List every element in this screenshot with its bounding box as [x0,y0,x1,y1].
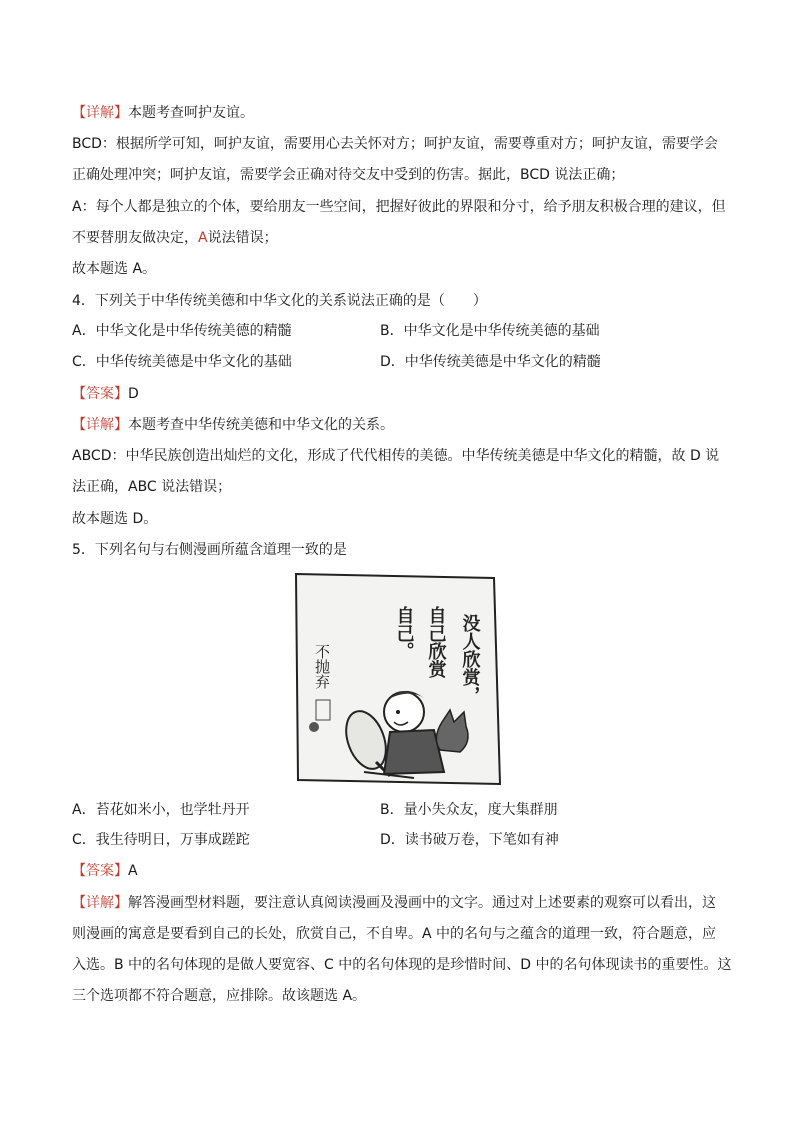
a-line2-start: 不要替朋友做决定， [72,230,198,246]
q5-answer [72,861,732,881]
detail-tag: 【详解】 [72,105,128,121]
q3-detail [72,103,732,123]
q5-option-d: D．读书破万卷，下笔如有神 [380,832,559,848]
q3-bcd-line1: BCD：根据所学可知，呵护友谊，需要用心去关怀对方；呵护友谊，需要尊重对方；呵护友谊，需要学会 [72,136,718,152]
answer-value: D [128,386,139,402]
q5-detail-line1 [72,893,732,913]
q3-conclusion: 故本题选 A。 [72,261,157,277]
detail-tag: 【详解】 [72,417,128,433]
q4-option-b: B．中华文化是中华传统美德的基础 [380,323,600,339]
detail-text: 解答漫画型材料题，要注意认真阅读漫画及漫画中的文字。通过对上述要素的观察可以看出，这 [128,895,716,911]
answer-tag: 【答案】 [72,863,128,879]
q5-detail-line4: 三个选项都不符合题意，应排除。故该题选 A。 [72,988,367,1004]
person-body [384,730,444,774]
q5-detail-line2: 则漫画的寓意是要看到自己的长处，欣赏自己，不自卑。A 中的名句与之蕴含的道理一致，符合题意，应 [72,926,717,942]
caption-col1: 没人欣赏， [459,614,481,704]
cartoon-title: 不抛弃 [313,644,331,689]
q5-question: 5．下列名句与右侧漫画所蕴含道理一致的是 [72,542,347,558]
seal-dot [309,722,319,732]
q4-option-c: C．中华传统美德是中华文化的基础 [72,354,292,370]
caption-col3: 自己。 [393,606,415,660]
detail-text: 本题考查呵护友谊。 [128,105,254,121]
q4-option-a: A．中华文化是中华传统美德的精髓 [72,323,292,339]
q3-bcd-line2: 正确处理冲突；呵护友谊，需要学会正确对待交友中受到的伤害。据此，BCD 说法正确； [72,167,625,183]
detail-text: 本题考查中华传统美德和中华文化的关系。 [128,417,394,433]
q4-detail [72,415,732,435]
a-line2-end: 说法错误； [207,230,278,246]
q4-question: 4．下列关于中华传统美德和中华文化的关系说法正确的是（ ） [72,293,487,309]
q5-detail-line3: 入选。B 中的名句体现的是做人要宽容、C 中的名句体现的是珍惜时间、D 中的名句体现读书的重要性。这 [72,957,732,973]
q4-conclusion: 故本题选 D。 [72,511,158,527]
q3-a-line1: A：每个人都是独立的个体，要给朋友一些空间，把握好彼此的界限和分寸，给予朋友积极合理的建议，但 [72,199,726,215]
q4-answer [72,384,732,404]
q5-option-b: B．量小失众友，度大集群朋 [380,802,558,818]
q4-option-d: D．中华传统美德是中华文化的精髓 [380,354,601,370]
q5-option-c: C．我生待明日，万事成蹉跎 [72,832,250,848]
cartoon-image [294,572,502,786]
q5-option-a: A．苔花如米小，也学牡丹开 [72,802,250,818]
detail-tag: 【详解】 [72,895,128,911]
answer-value: A [128,863,138,879]
q3-a-line2 [72,228,732,248]
q4-abcd-line1: ABCD：中华民族创造出灿烂的文化，形成了代代相传的美德。中华传统美德是中华文化的精髓，故 D 说 [72,448,720,464]
answer-tag: 【答案】 [72,386,128,402]
person-eye [396,710,400,714]
cartoon-drawing [294,572,502,786]
q4-abcd-line2: 法正确，ABC 说法错误； [72,479,232,495]
caption-col2: 自己欣赏 [425,606,447,678]
a-line2-mid: A [198,230,208,246]
